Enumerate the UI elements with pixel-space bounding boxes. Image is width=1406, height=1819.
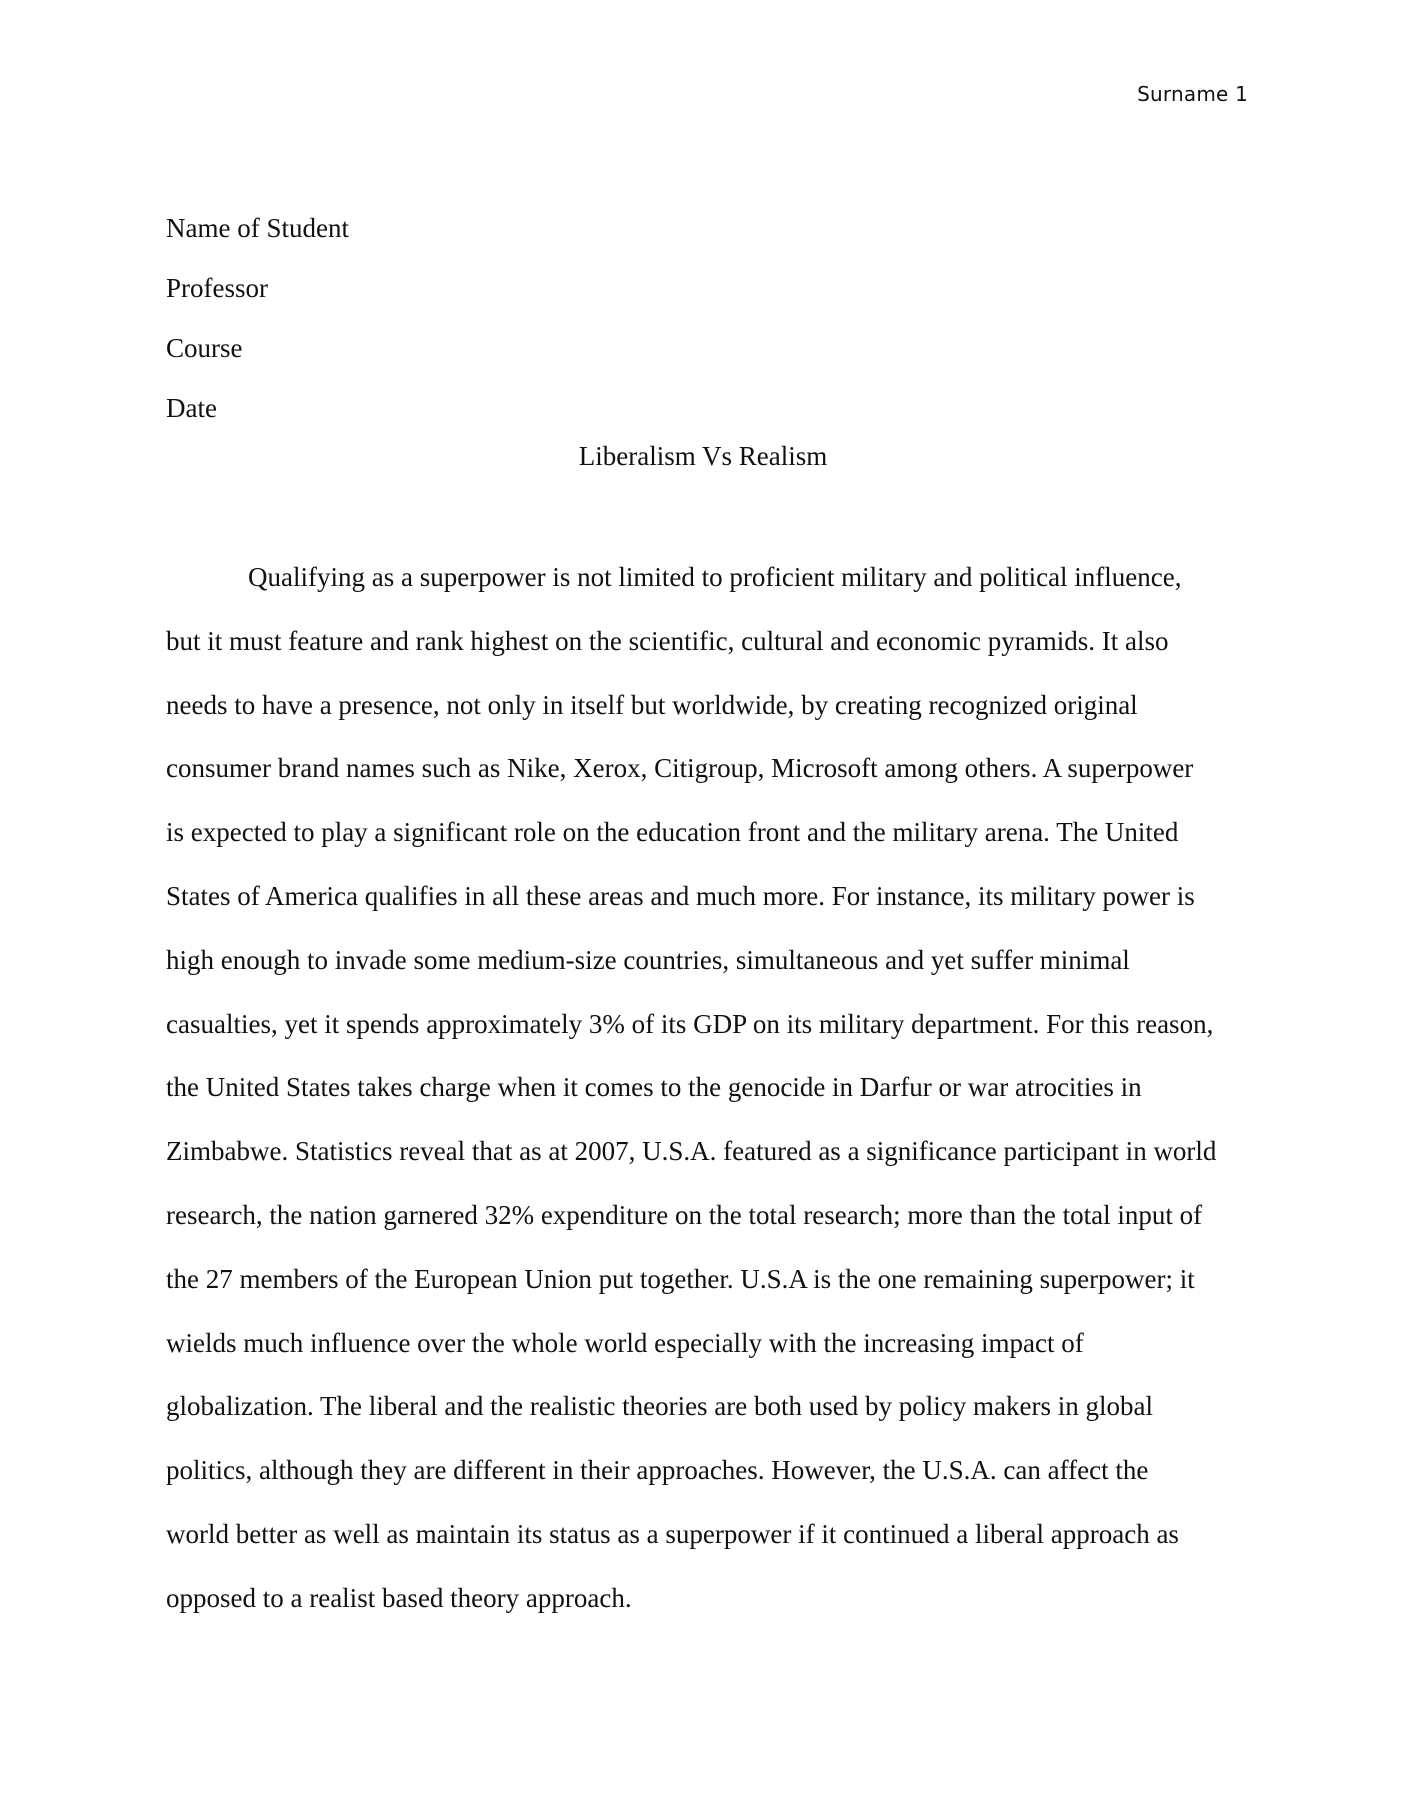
student-name: Name of Student [166,213,349,243]
paragraph-line: high enough to invade some medium-size countries, simultaneous and yet suffer minimal [166,944,1130,975]
paragraph-line: globalization. The liberal and the realistic theories are both used by policy makers in global [166,1391,1153,1422]
paragraph-line: opposed to a realist based theory approach. [166,1582,632,1613]
running-header: Surname 1 [1137,82,1248,106]
paragraph-line: wields much influence over the whole world especially with the increasing impact of [166,1327,1084,1358]
paragraph-line: Qualifying as a superpower is not limited to proficient military and political influence, [248,562,1182,592]
paragraph-line: consumer brand names such as Nike, Xerox, Citigroup, Microsoft among others. A superpower [166,753,1194,784]
date-line: Date [166,393,217,423]
paragraph-line: Zimbabwe. Statistics reveal that as at 2007, U.S.A. featured as a significance participant in world [166,1136,1217,1167]
paragraph-line: is expected to play a significant role on the education front and the military arena. The United [166,817,1179,848]
paragraph-line: casualties, yet it spends approximately 3% of its GDP on its military department. For this reason, [166,1008,1214,1039]
essay-title: Liberalism Vs Realism [578,441,828,471]
mla-heading [166,198,349,438]
paragraph-line: world better as well as maintain its status as a superpower if it continued a liberal approach as [166,1518,1179,1549]
paragraph-line: the 27 members of the European Union put together. U.S.A is the one remaining superpower; it [166,1263,1195,1294]
paragraph-line: but it must feature and rank highest on the scientific, cultural and economic pyramids. It also [166,625,1169,656]
course-name: Course [166,333,243,363]
essay-paragraph [166,546,1216,1631]
paragraph-line: States of America qualifies in all these areas and much more. For instance, its military power is [166,880,1195,911]
professor-name: Professor [166,273,268,303]
paragraph-line: needs to have a presence, not only in itself but worldwide, by creating recognized original [166,689,1138,720]
paragraph-line: the United States takes charge when it comes to the genocide in Darfur or war atrocities in [166,1072,1142,1103]
paragraph-line: research, the nation garnered 32% expenditure on the total research; more than the total input of [166,1199,1203,1230]
paragraph-line: politics, although they are different in their approaches. However, the U.S.A. can affect the [166,1455,1149,1486]
